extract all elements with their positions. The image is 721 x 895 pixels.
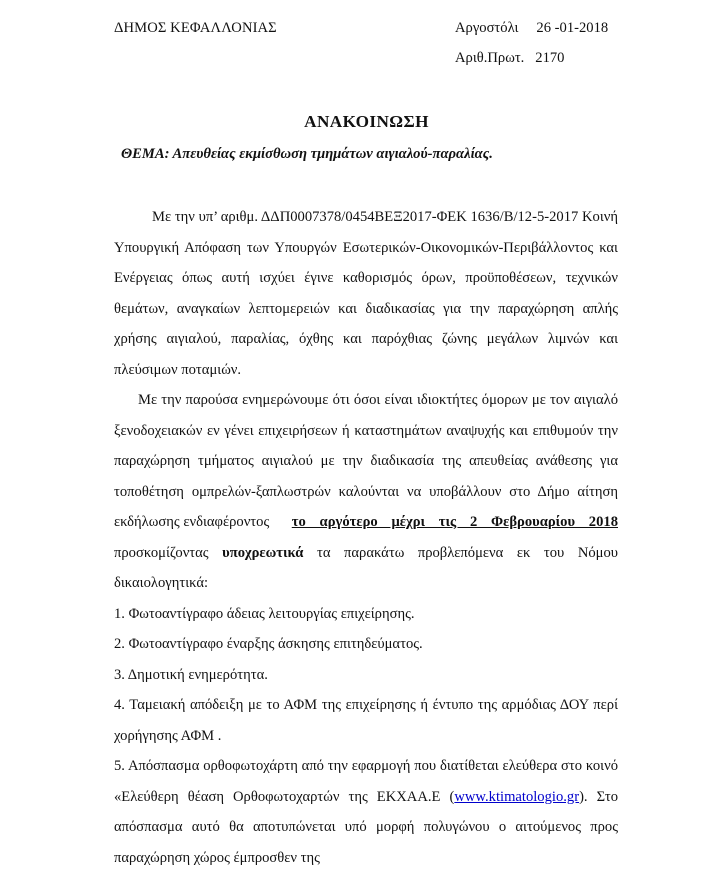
mandatory-text: υποχρεωτικά	[222, 544, 304, 561]
ktimatologio-link[interactable]: www.ktimatologio.gr	[454, 788, 580, 805]
list-item: 4. Ταμειακή απόδειξη με το ΑΦΜ της επιχείρησης ή έντυπο της αρμόδιας ΔΟΥ περί χορήγησης ΑΦΜ .	[114, 697, 618, 744]
item5-after: ). Στο απόσπασμα αυτό θα αποτυπώνεται υπό μορφή πολυγώνου ο αιτούμενος προς παραχώρηση χώρος έμπροσθεν της	[114, 788, 618, 866]
place: Αργοστόλι	[455, 20, 519, 36]
item5-before: 5. Απόσπασμα ορθοφωτοχάρτη από την εφαρμογή που διατίθεται ελεύθερα στο κοινό «Ελεύθερη θέαση Ορθοφωτοχαρτών της ΕΚΧΑΑ.Ε (	[114, 758, 618, 805]
notice-intro: Με την παρούσα ενημερώνουμε ότι όσοι είναι ιδιοκτήτες όμορων με τον αιγιαλό ξενοδοχειακών εν γένει επιχειρήσεων ή καταστημάτων αναψυχής και επιθυμούν την παραχώρηση τμήματος αιγιαλού με την διαδικασία της απευθείας ανάθεσης για τοποθέτηση ομπρελών-ξαπλωστρών καλούνται να υποβάλλουν στο Δήμο αίτηση εκδήλωσης ενδιαφέροντος	[114, 392, 618, 530]
notice-middle: προσκομίζοντας	[114, 544, 209, 561]
list-item: 1. Φωτοαντίγραφο άδειας λειτουργίας επιχείρησης.	[114, 605, 415, 622]
document-body	[114, 202, 618, 873]
list-item: 2. Φωτοαντίγραφο έναρξης άσκησης επιτηδεύματος.	[114, 636, 423, 652]
place-date	[455, 20, 608, 37]
protocol-number-line	[455, 50, 564, 67]
paragraph-notice	[114, 385, 618, 599]
date: 26 -01-2018	[536, 20, 609, 36]
document-subject: ΘΕΜΑ: Απευθείας εκμίσθωση τμημάτων αιγιαλού-παραλίας.	[121, 146, 493, 162]
list-item: 3. Δημοτική ενημερότητα.	[114, 666, 268, 683]
protocol-number: 2170	[535, 50, 565, 66]
protocol-label: Αριθ.Πρωτ.	[455, 50, 525, 66]
list-item-orthophoto	[114, 751, 618, 873]
paragraph-decision: Με την υπ’ αριθμ. ΔΔΠ0007378/0454ΒΕΞ2017-ΦΕΚ 1636/Β/12-5-2017 Κοινή Υπουργική Απόφαση των Υπουργών Εσωτερικών-Οικονομικών-Περιβάλλοντος και Ενέργειας όπως αυτή ισχύει έγινε καθορισμός όρων, προϋποθέσεων, τεχνικών θεμάτων, αναγκαίων λεπτομερειών και διαδικασίας για την παραχώρηση απλής χρήσης αιγιαλού, παραλίας, όχθης και παρόχθιας ζώνης μεγάλων λιμνών και πλεύσιμων ποταμιών.	[114, 209, 618, 378]
document-title: ΑΝΑΚΟΙΝΩΣΗ	[304, 112, 429, 131]
municipality-name: ΔΗΜΟΣ ΚΕΦΑΛΛΟΝΙΑΣ	[114, 20, 277, 36]
deadline-text: το αργότερο μέχρι τις 2 Φεβρουαρίου 2018	[291, 514, 618, 530]
notice-outro: τα παρακάτω προβλεπόμενα εκ του Νόμου δικαιολογητικά:	[114, 544, 619, 591]
